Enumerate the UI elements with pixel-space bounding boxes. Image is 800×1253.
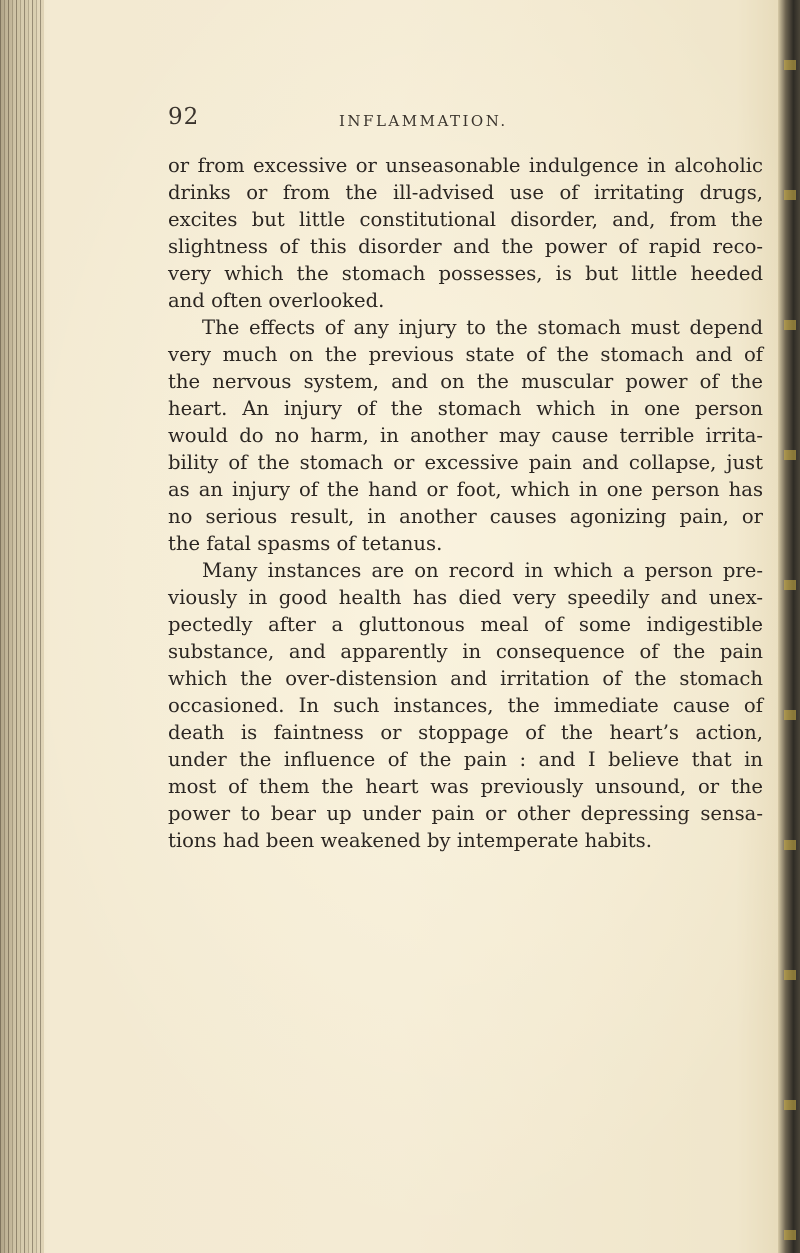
binding-edge [0, 0, 44, 1253]
text-line: as an injury of the hand or foot, which in one person has [168, 478, 763, 501]
text-line: substance, and apparently in consequence of the pain [168, 640, 763, 663]
text-line: slightness of this disorder and the power of rapid reco- [168, 235, 763, 258]
text-line: the fatal spasms of tetanus. [168, 532, 443, 555]
text-line: excites but little constitutional disorder, and, from the [168, 208, 763, 231]
text-line: very much on the previous state of the stomach and of [168, 343, 763, 366]
text-line: death is faintness or stoppage of the heart’s action, [168, 721, 763, 744]
text-line: the nervous system, and on the muscular power of the [168, 370, 763, 393]
text-line: occasioned. In such instances, the immediate cause of [168, 694, 763, 717]
text-line: Many instances are on record in which a person pre- [202, 559, 763, 582]
text-line: power to bear up under pain or other depressing sensa- [168, 802, 763, 825]
text-line: The effects of any injury to the stomach must depend [202, 316, 763, 339]
text-line: under the influence of the pain : and I believe that in [168, 748, 763, 771]
page-header [0, 104, 800, 144]
text-line: very which the stomach possesses, is but little heeded [168, 262, 763, 285]
text-line: would do no harm, in another may cause terrible irrita- [168, 424, 763, 447]
text-line: pectedly after a gluttonous meal of some indigestible [168, 613, 763, 636]
text-line: tions had been weakened by intemperate habits. [168, 829, 652, 852]
text-line: no serious result, in another causes agonizing pain, or [168, 505, 763, 528]
body-text [168, 152, 763, 854]
text-line: which the over-distension and irritation of the stomach [168, 667, 763, 690]
page-edge-stains [784, 0, 796, 1253]
text-line: viously in good health has died very speedily and unex- [168, 586, 763, 609]
text-line: or from excessive or unseasonable indulgence in alcoholic [168, 154, 763, 177]
text-line: heart. An injury of the stomach which in one person [168, 397, 763, 420]
text-line: most of them the heart was previously unsound, or the [168, 775, 763, 798]
text-line: drinks or from the ill-advised use of irritating drugs, [168, 181, 763, 204]
page-number: 92 [168, 104, 200, 130]
text-line: and often overlooked. [168, 289, 385, 312]
text-line: bility of the stomach or excessive pain and collapse, just [168, 451, 763, 474]
running-head: INFLAMMATION. [339, 112, 508, 130]
